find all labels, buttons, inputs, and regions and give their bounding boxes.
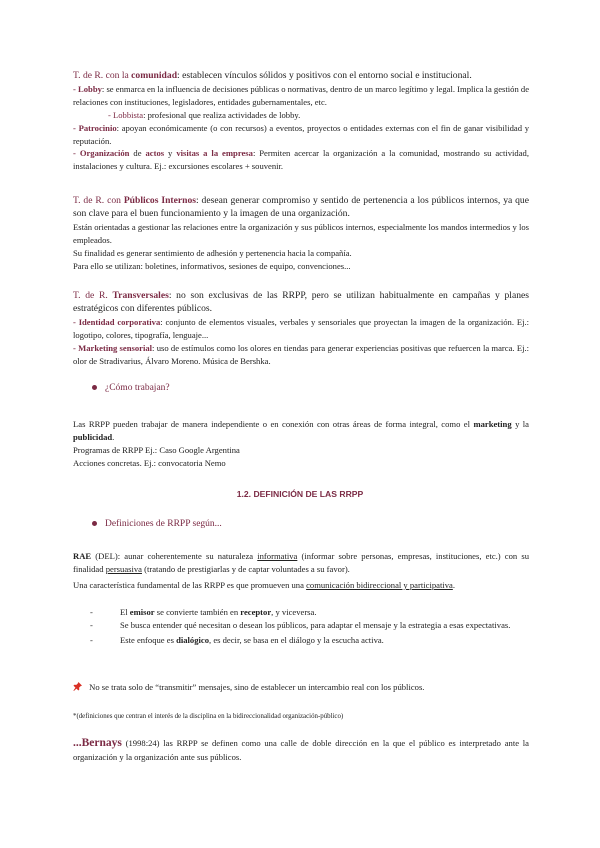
bullet-dot-icon [92, 385, 97, 390]
internos-section [73, 195, 529, 272]
como-paragraph-2: Programas de RRPP Ej.: Caso Google Argentina [73, 444, 240, 455]
como-trabajan-bullet: ¿Cómo trabajan? [92, 383, 170, 393]
como-paragraph-3: Acciones concretas. Ej.: convocatoria Nemo [73, 457, 226, 468]
section-title: 1.2. DEFINICIÓN DE LAS RRPP [236, 489, 364, 499]
rae-paragraph: RAE (DEL): aunar coherentemente su naturaleza informativa (informar sobre personas, empresas, instituciones, etc.) con su finalidad persuasiva (tratando de prestigiarlas y de captar voluntades a su favor). [73, 551, 529, 574]
lobby-item: - Lobby: se enmarca en la influencia de decisiones públicas o normativas, dentro de un marco legítimo y legal. Implica la gestión de relaciones con instituciones, legisladores, entidades gubernamentales, etc. [73, 83, 530, 107]
patrocinio-item: - Patrocinio: apoyan económicamente (o con recursos) a eventos, proyectos o entidades externas con el fin de ganar visibilidad y reputación. [73, 122, 530, 146]
internos-paragraph-3: Su finalidad es generar sentimiento de adhesión y pertenencia hacia la compañía. [73, 247, 352, 258]
bullet-dot-icon [92, 521, 97, 526]
bernays-paragraph: ...Bernays (1998:24) las RRPP se definen como una calle de doble dirección en la que el público es interpretado ante la organización y la organización ante sus públicos. [73, 737, 529, 762]
organizacion-item: - Organización de actos y visitas a la empresa: Permiten acercar la organización a la comunidad, mostrando su actividad, instalaciones y cultura. Ej.: excursiones escolares + souvenir. [73, 148, 529, 172]
comunidad-section [73, 70, 529, 173]
identidad-item: - Identidad corporativa: conjunto de elementos visuales, verbales y sensoriales que proyectan la imagen de la organización. Ej.: logotipo, colores, tipografía, lenguaje... [73, 316, 529, 340]
internos-paragraph-2: Están orientadas a gestionar las relaciones entre la organización y sus públicos internos, especialmente los mandos intermedios y los empleados. [73, 221, 529, 245]
caracteristicas-list [90, 606, 530, 647]
lobbista-item: - Lobbista: profesional que realiza actividades de lobby. [108, 109, 301, 120]
como-paragraph-1: Las RRPP pueden trabajar de manera independiente o en conexión con otras áreas de forma integral, como el marketing y la publicidad. [73, 419, 529, 442]
list-item: - Se busca entender qué necesitan o desean los públicos, para adaptar el mensaje y la estrategia a esas expectativas. [90, 619, 511, 630]
list-item: - Este enfoque es dialógico, es decir, se basa en el diálogo y la escucha activa. [90, 634, 384, 645]
pin-note: No se trata solo de “transmitir” mensajes, sino de establecer un intercambio real con los públicos. [73, 681, 529, 694]
como-section [73, 418, 529, 470]
pushpin-icon [73, 682, 82, 691]
list-item: - El emisor se convierte también en receptor, y viceversa. [90, 607, 317, 617]
transversales-section [73, 290, 529, 367]
definiciones-bullet: Definiciones de RRPP según... [92, 519, 222, 529]
caracteristica-paragraph: Una característica fundamental de las RRPP es que promueven una comunicación bidireccional y participativa. [73, 580, 455, 590]
internos-paragraph-4: Para ello se utilizan: boletines, informativos, sesiones de equipo, convenciones... [73, 260, 351, 271]
internos-heading: T. de R. con Públicos Internos: desean generar compromiso y sentido de pertenencia a los públicos internos, ya que son clave para el buen funcionamiento y la imagen de una organización. [73, 195, 529, 219]
marketing-item: - Marketing sensorial: uso de estímulos como los olores en tiendas para generar experiencias positivas que refuercen la marca. Ej.: olor de Stradivarius, Álvaro Moreno. Música de Bershka. [73, 342, 529, 366]
transversales-heading: T. de R. Transversales: no son exclusivas de las RRPP, pero se utilizan habitualmente en campañas y planes estratégicos con diferentes públicos. [73, 290, 529, 314]
comunidad-heading: T. de R. con la comunidad: establecen vínculos sólidos y positivos con el entorno social e institucional. [73, 70, 472, 81]
footnote: *(definiciones que centran el interés de la disciplina en la bidireccionalidad organización-público) [73, 713, 344, 720]
